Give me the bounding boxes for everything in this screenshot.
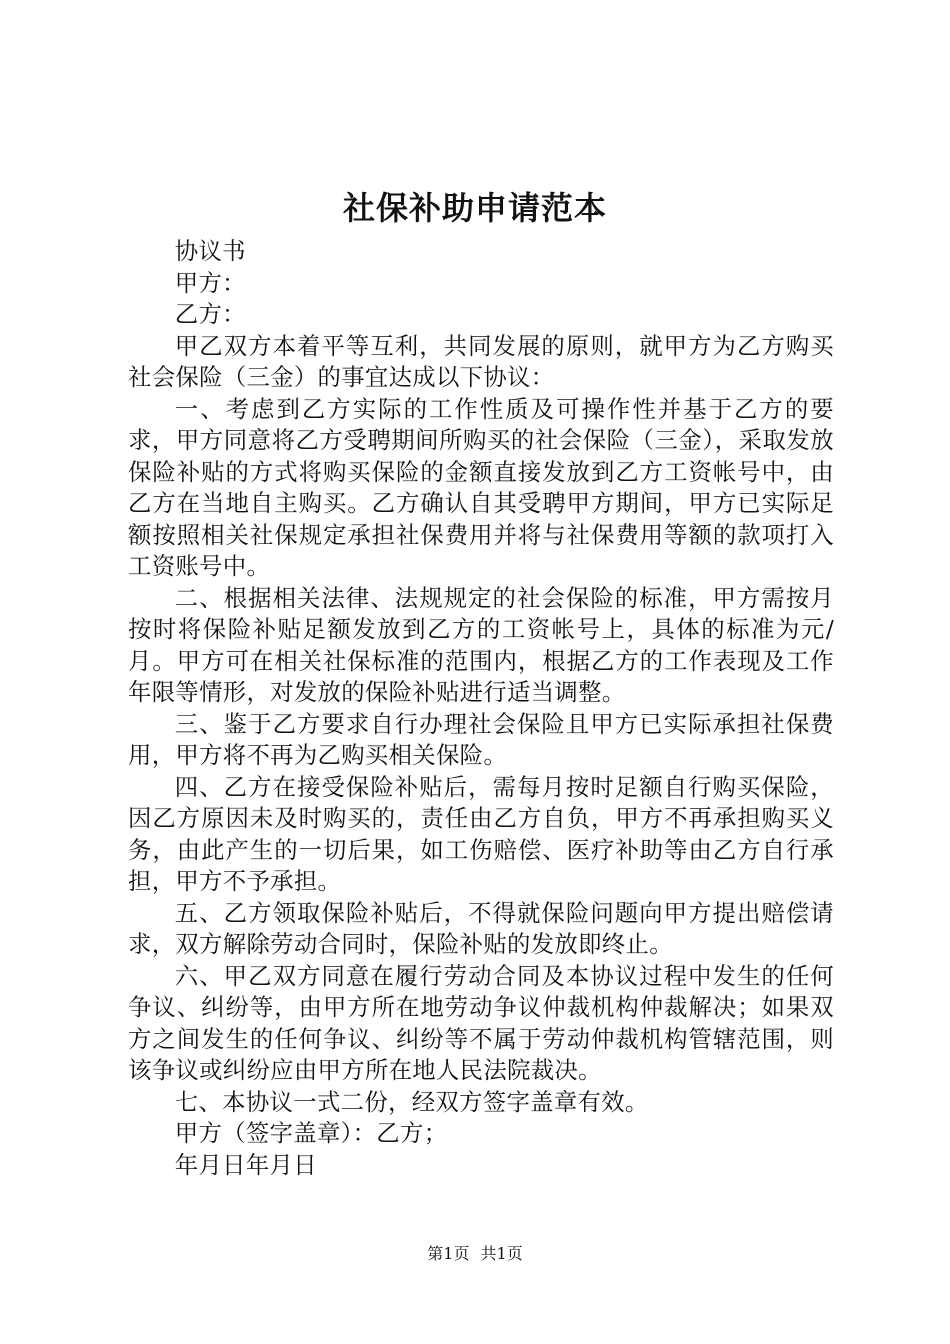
page-number: 第1页 (427, 1244, 470, 1263)
document-title: 社保补助申请范本 (342, 189, 607, 227)
paragraph-dates: 年月日年月日 (174, 1150, 317, 1179)
paragraph-party-b: 乙方： (174, 300, 246, 328)
paragraph-signatures: 甲方（签字盖章）：乙方； (174, 1119, 448, 1147)
document-body (128, 236, 834, 1181)
paragraph-clause-7: 七、本协议一式二份，经双方签字盖章有效。 (174, 1087, 649, 1116)
paragraph-clause-5: 五、乙方领取保险补贴后，不得就保险问题向甲方提出赔偿请求，双方解除劳动合同时，保险补贴的发放即终止。 (128, 898, 834, 958)
page-total: 共1页 (480, 1244, 523, 1263)
paragraph-clause-3: 三、鉴于乙方要求自行办理社会保险且甲方已实际承担社保费用，甲方将不再为乙购买相关保险。 (128, 709, 834, 769)
paragraph-clause-2: 二、根据相关法律、法规规定的社会保险的标准，甲方需按月按时将保险补贴足额发放到乙方的工资帐号上，具体的标准为元/月。甲方可在相关社保标准的范围内，根据乙方的工作表现及工作年限等情形，对发放的保险补贴进行适当调整。 (128, 583, 834, 706)
paragraph-preamble: 甲乙双方本着平等互利，共同发展的原则，就甲方为乙方购买社会保险（三金）的事宜达成以下协议： (128, 331, 834, 391)
paragraph-clause-6: 六、甲乙双方同意在履行劳动合同及本协议过程中发生的任何争议、纠纷等，由甲方所在地劳动争议仲裁机构仲裁解决；如果双方之间发生的任何争议、纠纷等不属于劳动仲裁机构管辖范围，则该争议或纠纷应由甲方所在地人民法院裁决。 (128, 961, 834, 1084)
paragraph-party-a: 甲方： (174, 268, 246, 297)
page-footer (0, 1244, 950, 1264)
paragraph-clause-1: 一、考虑到乙方实际的工作性质及可操作性并基于乙方的要求，甲方同意将乙方受聘期间所购买的社会保险（三金），采取发放保险补贴的方式将购买保险的金额直接发放到乙方工资帐号中，由乙方在当地自主购买。乙方确认自其受聘甲方期间，甲方已实际足额按照相关社保规定承担社保费用并将与社保费用等额的款项打入工资账号中。 (128, 394, 834, 580)
paragraph-heading-agreement: 协议书 (174, 237, 246, 265)
paragraph-clause-4: 四、乙方在接受保险补贴后，需每月按时足额自行购买保险，因乙方原因未及时购买的，责任由乙方自负，甲方不再承担购买义务，由此产生的一切后果，如工伤赔偿、医疗补助等由乙方自行承担，甲方不予承担。 (128, 772, 834, 895)
